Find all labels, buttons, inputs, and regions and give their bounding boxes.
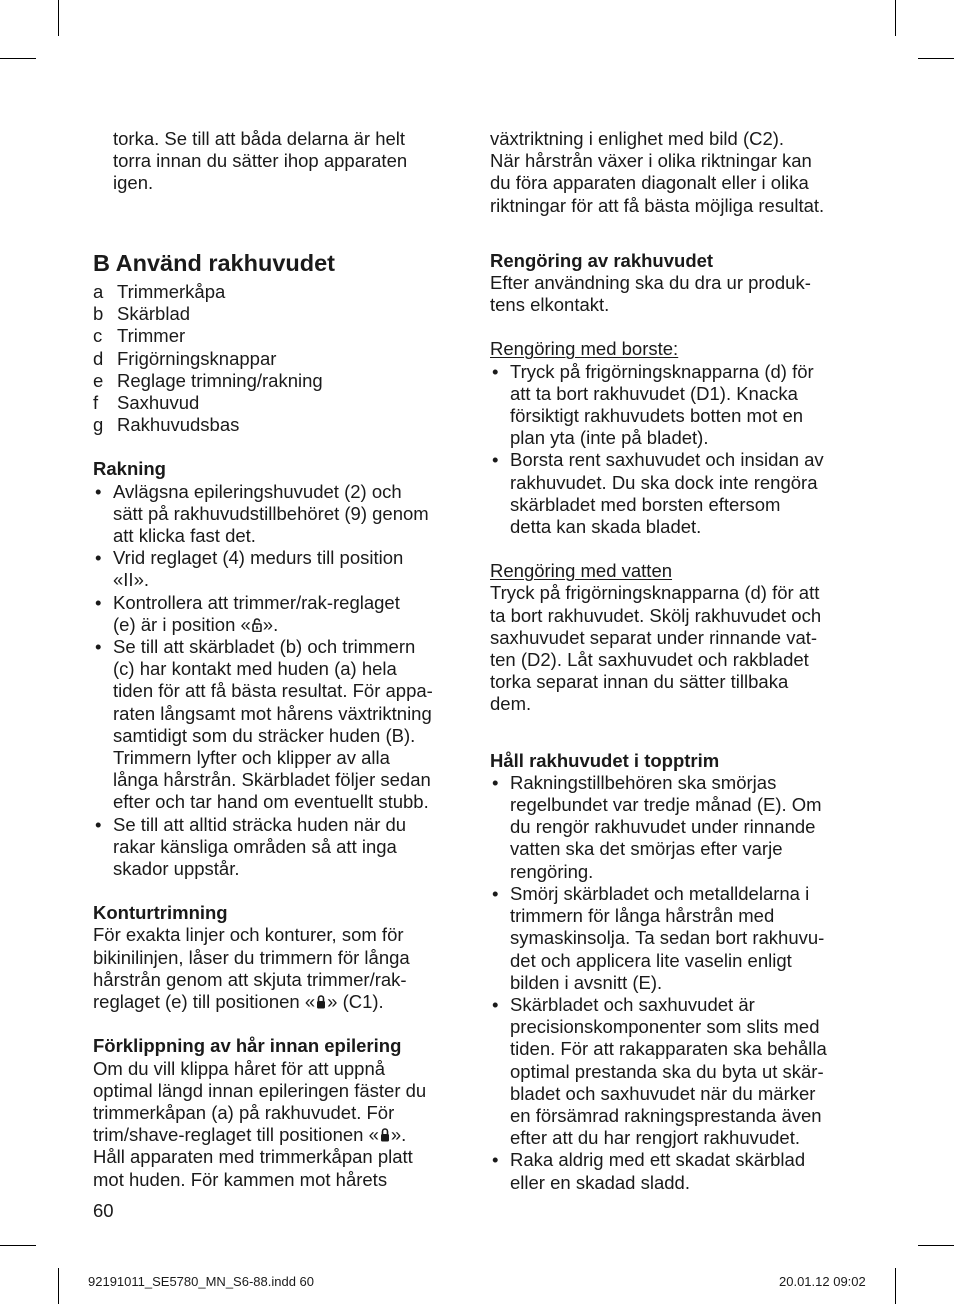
list-item [93, 348, 468, 370]
parts-list [93, 281, 468, 436]
bullet-item [93, 481, 468, 548]
text-fragment: ». [390, 1124, 407, 1146]
text-line: saxhuvudet separat under rinnande vat- [490, 626, 818, 648]
text-line: växtriktning i enlighet med bild (C2). [490, 128, 785, 149]
text-line: För exakta linjer och konturer, som för [93, 924, 404, 946]
text-line: raten långsamt mot hårens växtriktning [113, 702, 432, 724]
text-line: vatten ska det smörjas efter varje [510, 838, 783, 860]
item-letter: g [93, 414, 104, 436]
text-line: bikinilinjen, låser du trimmern för långa [93, 946, 410, 968]
text-line: Om du vill klippa håret för att uppnå [93, 1057, 386, 1079]
text-line: du föra apparaten diagonalt eller i olika [490, 172, 809, 194]
section-heading: B Använd rakhuvudet [93, 250, 335, 276]
subheading-forklipp: Förklippning av hår innan epilering [93, 1035, 402, 1057]
bullet-item [490, 361, 870, 450]
text-line: • Avlägsna epileringshuvudet (2) och [113, 480, 402, 502]
crop-mark [58, 0, 59, 36]
item-label: Frigörningsknappar [117, 347, 277, 369]
item-letter: f [93, 392, 99, 414]
item-letter: c [93, 325, 103, 347]
crop-mark [0, 58, 36, 59]
right-column [490, 128, 870, 1194]
text-line: • Se till att skärbladet (b) och trimmern [113, 636, 416, 658]
text-line: tiden för att få bästa resultat. För appa- [113, 680, 433, 702]
text-line: mot huden. För kammen mot hårets [93, 1168, 388, 1190]
text-line: • Kontrollera att trimmer/rak-reglaget [113, 591, 400, 613]
text-line: När hårstrån växer i olika riktningar kan [490, 150, 812, 172]
crop-mark [0, 1245, 36, 1246]
text-fragment: ». [262, 613, 279, 635]
footer-filename: 92191011_SE5780_MN_S6-88.indd 60 [88, 1274, 314, 1289]
crop-mark [58, 1268, 59, 1304]
text-line: en försämrad rakningsprestanda även [510, 1104, 822, 1126]
text-line: «II». [113, 569, 149, 591]
item-label: Rakhuvudsbas [117, 414, 240, 436]
item-label: Trimmer [117, 325, 186, 347]
text-line: optimal längd innan epileringen fäster du [93, 1079, 427, 1101]
item-letter: b [93, 303, 104, 325]
item-label: Saxhuvud [117, 392, 200, 414]
text-fragment: reglaget (e) till positionen « [93, 991, 316, 1013]
text-line: bladet och saxhuvudet när du märker [510, 1082, 816, 1104]
footer-timestamp: 20.01.12 09:02 [779, 1274, 866, 1289]
list-item [93, 392, 468, 414]
text-line: trimmern för långa hårstrån med [510, 905, 775, 927]
text-line: • Tryck på frigörningsknapparna (d) för [510, 360, 814, 382]
list-item [93, 325, 468, 347]
text-line: Håll apparaten med trimmerkåpan platt [93, 1146, 413, 1168]
text-line: långa hårstrån. Skärbladet följer sedan [113, 769, 431, 791]
page-number: 60 [93, 1200, 114, 1221]
item-letter: e [93, 369, 104, 391]
lock-icon [380, 1128, 390, 1142]
text-line: torka. Se till att båda delarna är helt [113, 128, 406, 149]
text-line: du rengör rakhuvudet under rinnande [510, 816, 816, 838]
text-line: • Skärbladet och saxhuvudet är [510, 993, 755, 1015]
item-letter: d [93, 347, 104, 369]
text-line: det och applicera lite vaselin enligt [510, 949, 792, 971]
text-line: försiktigt rakhuvudets botten mot en [510, 405, 804, 427]
text-line: torka separat innan du sätter tillbaka [490, 671, 789, 693]
subheading-kontur: Konturtrimning [93, 902, 228, 924]
crop-mark [918, 58, 954, 59]
text-line: Trimmern lyfter och klipper av alla [113, 747, 390, 769]
text-line: detta kan skada bladet. [510, 516, 702, 538]
text-line: (c) har kontakt med huden (a) hela [113, 658, 397, 680]
bullet-item [93, 814, 468, 881]
subheading-rakning: Rakning [93, 458, 166, 480]
continuation-text [113, 128, 463, 195]
text-line: • Vrid reglaget (4) medurs till position [113, 547, 404, 569]
text-line: ten (D2). Låt saxhuvudet och rakbladet [490, 649, 809, 671]
text-fragment: (e) är i position « [113, 613, 251, 635]
text-line: • Raka aldrig med ett skadat skärblad [510, 1149, 806, 1171]
item-label: Trimmerkåpa [117, 281, 226, 302]
text-line: plan yta (inte på bladet). [510, 427, 709, 449]
subheading-vatten: Rengöring med vatten [490, 560, 673, 582]
text-line: trimmerkåpan (a) på rakhuvudet. För [93, 1101, 395, 1123]
lock-icon [316, 995, 326, 1009]
text-line: samtidigt som du sträcker huden (B). [113, 724, 416, 746]
crop-mark [895, 0, 896, 36]
text-line: igen. [113, 172, 154, 194]
text-line: rengöring. [510, 860, 594, 882]
text-line [93, 1124, 468, 1146]
text-line: tiden. För att rakapparaten ska behålla [510, 1038, 827, 1060]
text-line: tens elkontakt. [490, 294, 610, 316]
bullet-item [490, 1149, 870, 1193]
text-line [93, 991, 468, 1013]
list-item [93, 370, 468, 392]
text-line: att ta bort rakhuvudet (D1). Knacka [510, 382, 798, 404]
text-line: skador uppstår. [113, 858, 240, 880]
text-line: • Smörj skärbladet och metalldelarna i [510, 882, 810, 904]
text-line: hårstrån genom att skjuta trimmer/rak- [93, 968, 407, 990]
bullet-item [490, 883, 870, 994]
list-item [93, 303, 468, 325]
bullet-item [490, 449, 870, 538]
text-line: sätt på rakhuvudstillbehöret (9) genom [113, 502, 429, 524]
item-letter: a [93, 281, 104, 302]
text-line: eller en skadad sladd. [510, 1171, 690, 1193]
text-line: ta bort rakhuvudet. Skölj rakhuvudet och [490, 604, 822, 626]
crop-mark [918, 1245, 954, 1246]
item-label: Skärblad [117, 303, 191, 325]
text-line: torra innan du sätter ihop apparaten [113, 150, 408, 172]
subheading-rengoring: Rengöring av rakhuvudet [490, 249, 714, 271]
unlock-icon [252, 618, 262, 632]
bullet-item [490, 772, 870, 883]
text-line: efter och tar hand om eventuellt stubb. [113, 791, 429, 813]
bullet-item [93, 547, 468, 591]
item-label: Reglage trimning/rakning [117, 369, 323, 391]
text-fragment: » (C1). [327, 991, 384, 1013]
text-line: • Rakningstillbehören ska smörjas [510, 771, 777, 793]
list-item [93, 281, 468, 303]
text-line: skärbladet med borsten eftersom [510, 493, 781, 515]
subheading-topptrim: Håll rakhuvudet i topptrim [490, 749, 720, 771]
bullet-item [93, 592, 468, 636]
crop-mark [895, 1268, 896, 1304]
text-line: symaskinsolja. Ta sedan bort rakhuvu- [510, 927, 825, 949]
text-line [113, 614, 468, 636]
text-line: rakhuvudet. Du ska dock inte rengöra [510, 471, 818, 493]
left-column [93, 249, 468, 1191]
text-line: precisionskomponenter som slits med [510, 1016, 820, 1038]
text-line: regelbundet var tredje månad (E). Om [510, 794, 822, 816]
text-line: riktningar för att få bästa möjliga resultat. [490, 194, 825, 216]
text-line: bilden i avsnitt (E). [510, 971, 663, 993]
bullet-item [93, 636, 468, 814]
text-line: • Borsta rent saxhuvudet och insidan av [510, 449, 824, 471]
text-line: dem. [490, 693, 532, 715]
text-line: att klicka fast det. [113, 525, 256, 547]
bullet-item [490, 994, 870, 1149]
text-fragment: trim/shave-reglaget till positionen « [93, 1124, 379, 1146]
text-line: optimal prestanda ska du byta ut skär- [510, 1060, 824, 1082]
list-item [93, 414, 468, 436]
text-line: Efter användning ska du dra ur produk- [490, 272, 811, 294]
text-line: • Se till att alltid sträcka huden när du [113, 813, 407, 835]
text-line: Tryck på frigörningsknapparna (d) för att [490, 582, 820, 604]
text-line: rakar känsliga områden så att inga [113, 835, 397, 857]
text-line: efter att du har rengjort rakhuvudet. [510, 1127, 801, 1149]
subheading-borste: Rengöring med borste: [490, 338, 679, 360]
